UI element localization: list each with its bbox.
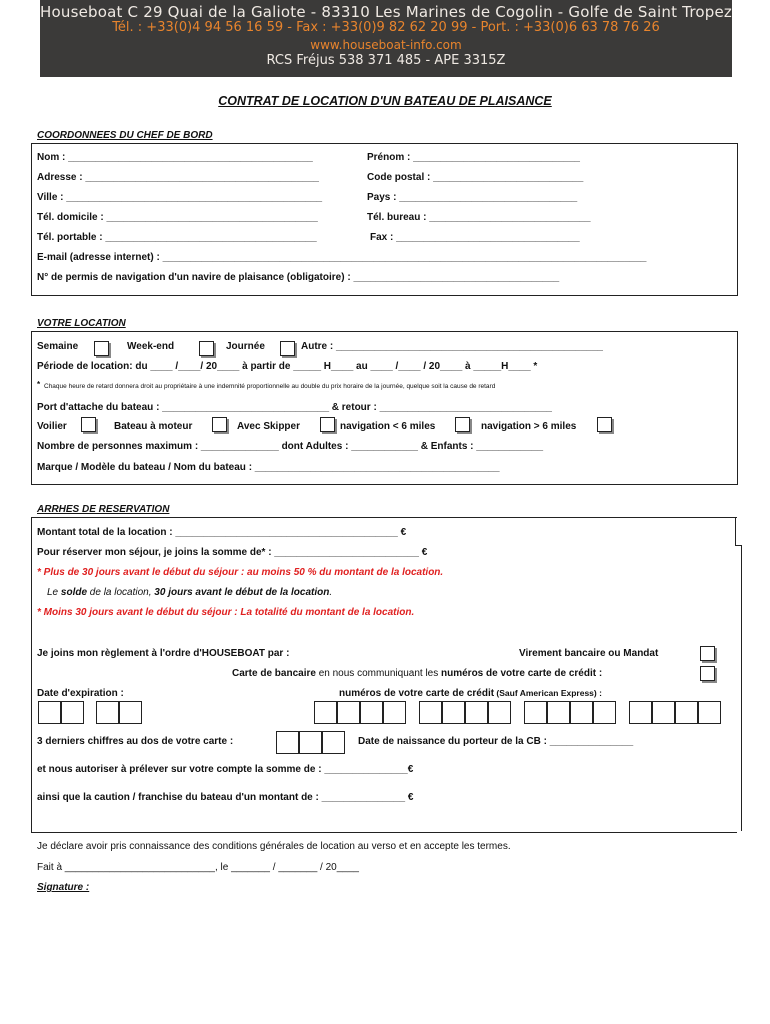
cvv-cell[interactable] xyxy=(276,731,299,754)
code-postal-field[interactable]: Code postal : ___________________________ xyxy=(367,172,584,183)
autoriser-field[interactable]: et nous autoriser à prélever sur votre compte la somme de : _______________€ xyxy=(37,764,414,775)
card-number-cell[interactable] xyxy=(675,701,698,724)
weekend-label: Week-end xyxy=(127,341,175,352)
permis-field[interactable]: N° de permis de navigation d'un navire de plaisance (obligatoire) : _____________________________________ xyxy=(37,272,560,283)
marque-field[interactable]: Marque / Modèle du bateau / Nom du bateau : ____________________________________________ xyxy=(37,462,500,473)
card-number-cell[interactable] xyxy=(442,701,465,724)
carte-label xyxy=(232,668,602,679)
solde-text-a: Le xyxy=(47,587,61,598)
prenom-field[interactable]: Prénom : ______________________________ xyxy=(367,152,580,163)
expiration-cell[interactable] xyxy=(38,701,61,724)
tel-bureau-field[interactable]: Tél. bureau : _____________________________ xyxy=(367,212,591,223)
card-number-cell[interactable] xyxy=(419,701,442,724)
journee-checkbox[interactable] xyxy=(280,341,295,356)
voilier-checkbox[interactable] xyxy=(81,417,96,432)
skipper-checkbox[interactable] xyxy=(320,417,335,432)
card-number-cell[interactable] xyxy=(698,701,721,724)
caution-field[interactable]: ainsi que la caution / franchise du bateau d'un montant de : _______________ € xyxy=(37,792,414,803)
virement-checkbox[interactable] xyxy=(700,646,715,661)
header-website: www.houseboat-info.com xyxy=(310,38,462,52)
card-number-cell[interactable] xyxy=(629,701,652,724)
periode-field[interactable]: Période de location: du ____ /____/ 20____ à partir de _____ H____ au ____ /____ / 20____ à _____H____ * xyxy=(37,361,538,372)
arrhes-box-right-bottom xyxy=(741,545,742,831)
expiration-label: Date d'expiration : xyxy=(37,688,124,699)
pays-field[interactable]: Pays : ________________________________ xyxy=(367,192,578,203)
header-rcs: RCS Fréjus 538 371 485 - APE 3315Z xyxy=(266,53,506,68)
card-number-cell[interactable] xyxy=(360,701,383,724)
declaration-text: Je déclare avoir pris connaissance des conditions générales de location au verso et en accepte les termes. xyxy=(37,841,511,852)
numeros-text: numéros de votre carte de crédit xyxy=(339,688,495,699)
chiffres-label: 3 derniers chiffres au dos de votre carte : xyxy=(37,736,234,747)
card-number-cell[interactable] xyxy=(383,701,406,724)
card-number-cell[interactable] xyxy=(337,701,360,724)
card-number-cell[interactable] xyxy=(524,701,547,724)
reglement-label: Je joins mon règlement à l'ordre d'HOUSEBOAT par : xyxy=(37,648,290,659)
nav-plus-checkbox[interactable] xyxy=(597,417,612,432)
card-number-cell[interactable] xyxy=(314,701,337,724)
nom-field[interactable]: Nom : ____________________________________________ xyxy=(37,152,313,163)
section-heading-arrhes: ARRHES DE RESERVATION xyxy=(37,504,170,515)
solde-text-d: 30 jours avant le début de la location xyxy=(154,587,330,598)
card-number-cell[interactable] xyxy=(547,701,570,724)
card-number-cell[interactable] xyxy=(465,701,488,724)
numeros-note: (Sauf American Express) : xyxy=(494,688,602,698)
card-number-cell[interactable] xyxy=(570,701,593,724)
section-heading-coordonnees: COORDONNEES DU CHEF DE BORD xyxy=(37,130,213,141)
autre-field[interactable]: Autre : ________________________________________________ xyxy=(301,341,603,352)
cvv-cell[interactable] xyxy=(322,731,345,754)
section-heading-location: VOTRE LOCATION xyxy=(37,318,126,329)
journee-label: Journée xyxy=(226,341,265,352)
solde-text-c: de la location, xyxy=(87,587,155,598)
fait-a-field[interactable]: Fait à ___________________________, le _______ / _______ / 20____ xyxy=(37,862,359,873)
expiration-cell[interactable] xyxy=(119,701,142,724)
fax-field[interactable]: Fax : _________________________________ xyxy=(370,232,580,243)
semaine-checkbox[interactable] xyxy=(94,341,109,356)
carte-text-c: numéros de votre carte de crédit : xyxy=(441,668,603,679)
tel-domicile-field[interactable]: Tél. domicile : ______________________________________ xyxy=(37,212,318,223)
header-banner xyxy=(40,0,732,77)
montant-field[interactable]: Montant total de la location : ________________________________________ € xyxy=(37,527,407,538)
email-field[interactable]: E-mail (adresse internet) : _______________________________________________________________________________________ xyxy=(37,252,647,263)
card-number-cell[interactable] xyxy=(593,701,616,724)
expiration-cell[interactable] xyxy=(61,701,84,724)
personnes-field[interactable]: Nombre de personnes maximum : ______________ dont Adultes : ____________ & Enfants : ____________ xyxy=(37,441,544,452)
skipper-label: Avec Skipper xyxy=(237,421,300,432)
voilier-label: Voilier xyxy=(37,421,67,432)
tel-portable-field[interactable]: Tél. portable : ______________________________________ xyxy=(37,232,317,243)
virement-label: Virement bancaire ou Mandat xyxy=(519,648,659,659)
moteur-label: Bateau à moteur xyxy=(114,421,193,432)
moins30-rule: * Moins 30 jours avant le début du séjour : La totalité du montant de la location. xyxy=(37,607,415,618)
cvv-cell[interactable] xyxy=(299,731,322,754)
moteur-checkbox[interactable] xyxy=(212,417,227,432)
port-field[interactable]: Port d'attache du bateau : ______________________________ & retour : _______________________________ xyxy=(37,402,552,413)
nav-moins-checkbox[interactable] xyxy=(455,417,470,432)
numeros-label xyxy=(339,688,602,699)
carte-checkbox[interactable] xyxy=(700,666,715,681)
card-number-cell[interactable] xyxy=(488,701,511,724)
adresse-field[interactable]: Adresse : __________________________________________ xyxy=(37,172,319,183)
solde-rule xyxy=(47,587,332,598)
header-address: Houseboat C 29 Quai de la Galiote - 83310 Les Marines de Cogolin - Golfe de Saint Tropez xyxy=(40,3,732,21)
retard-note: Chaque heure de retard donnera droit au propriétaire à une indemnité proportionnelle au double du prix horaire de la journée, quelque soit la cause de retard xyxy=(44,383,496,390)
signature-label: Signature : xyxy=(37,882,90,893)
ville-field[interactable]: Ville : ______________________________________________ xyxy=(37,192,323,203)
document-title: CONTRAT DE LOCATION D'UN BATEAU DE PLAISANCE xyxy=(218,94,552,108)
carte-text-a: Carte de bancaire xyxy=(232,668,316,679)
carte-text-b: en nous communiquant les xyxy=(315,668,442,679)
reserver-field[interactable]: Pour réserver mon séjour, je joins la somme de* : __________________________ € xyxy=(37,547,428,558)
solde-text-e: . xyxy=(329,587,333,598)
nav-plus-label: navigation > 6 miles xyxy=(481,421,577,432)
note-star: * xyxy=(37,380,41,389)
semaine-label: Semaine xyxy=(37,341,79,352)
card-number-cell[interactable] xyxy=(652,701,675,724)
plus30-rule: * Plus de 30 jours avant le début du séjour : au moins 50 % du montant de la location. xyxy=(37,567,444,578)
solde-text-b: solde xyxy=(60,587,88,598)
header-phones: Tél. : +33(0)4 94 56 16 59 - Fax : +33(0)9 82 62 20 99 - Port. : +33(0)6 63 78 76 26 xyxy=(112,20,660,35)
weekend-checkbox[interactable] xyxy=(199,341,214,356)
nav-moins-label: navigation < 6 miles xyxy=(340,421,436,432)
naissance-field[interactable]: Date de naissance du porteur de la CB : _______________ xyxy=(358,736,634,747)
arrhes-box-right-top xyxy=(735,517,736,545)
expiration-cell[interactable] xyxy=(96,701,119,724)
